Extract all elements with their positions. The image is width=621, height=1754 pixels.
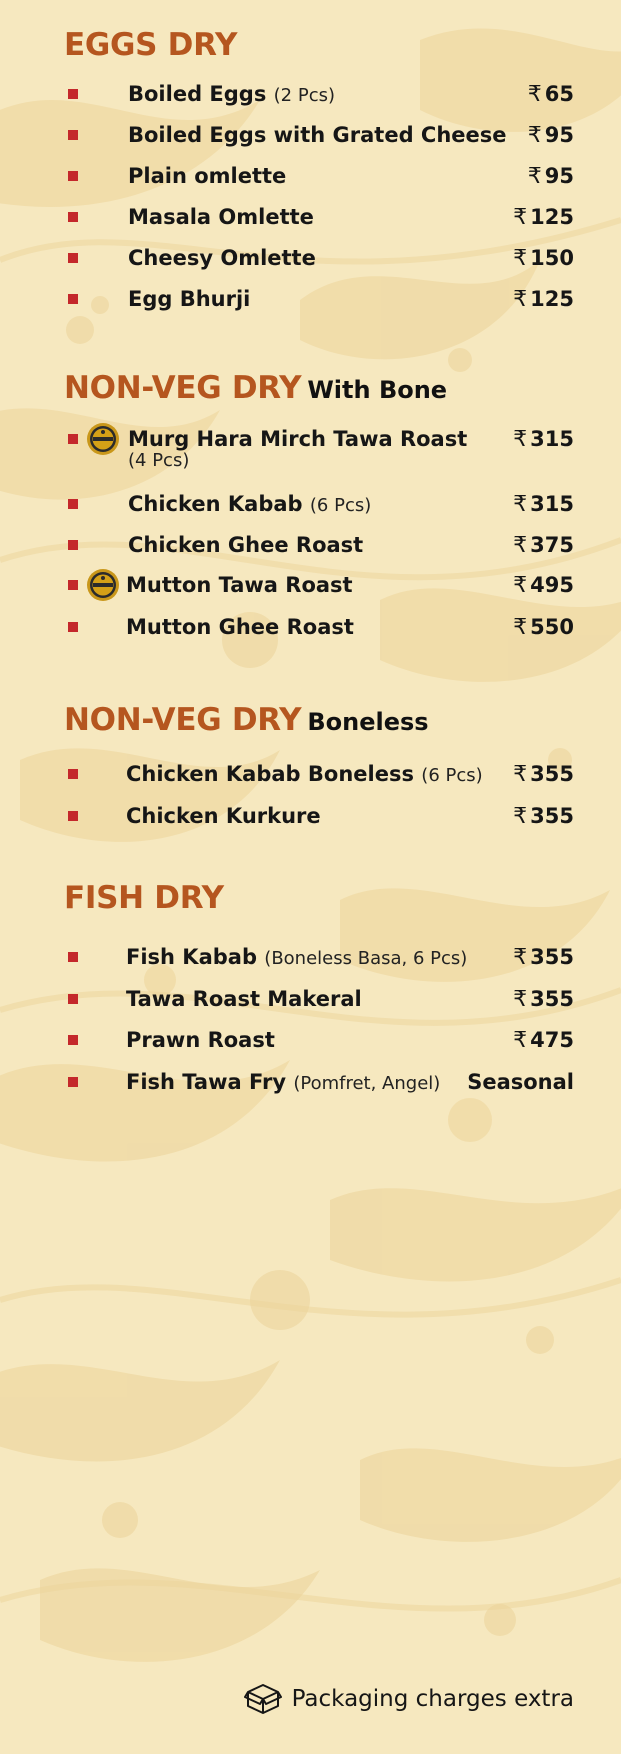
section-title-fish-dry [64, 880, 224, 916]
item-price: ₹ 125 [513, 205, 574, 230]
menu-item [0, 204, 621, 234]
bullet-icon [68, 1077, 78, 1087]
section-title-eggs-dry [64, 27, 237, 63]
rupee-icon: ₹ [527, 164, 542, 189]
rupee-icon: ₹ [513, 1028, 528, 1053]
rupee-icon: ₹ [513, 533, 528, 558]
item-price: ₹ 125 [513, 287, 574, 312]
section-title-nonveg-boneless [64, 702, 429, 738]
rupee-icon: ₹ [527, 123, 542, 148]
menu-item [0, 1027, 621, 1057]
bullet-icon [68, 130, 78, 140]
rupee-icon: ₹ [513, 287, 528, 312]
menu-item [0, 803, 621, 833]
menu-item [0, 491, 621, 521]
bullet-icon [68, 434, 78, 444]
item-name: Fish Kabab (Boneless Basa, 6 Pcs) [126, 945, 468, 969]
item-price: ₹ 495 [513, 573, 574, 598]
section-title-main: FISH DRY [64, 880, 224, 916]
rupee-icon: ₹ [513, 205, 528, 230]
menu-item [0, 286, 621, 316]
item-name: Mutton Ghee Roast [126, 615, 354, 639]
section-title-nonveg-with-bone [64, 370, 447, 406]
menu-item [0, 761, 621, 791]
item-price: ₹ 95 [527, 164, 574, 189]
packaging-note [244, 1681, 574, 1717]
bullet-icon [68, 952, 78, 962]
rupee-icon: ₹ [513, 615, 528, 640]
item-price: ₹ 475 [513, 1028, 574, 1053]
bullet-icon [68, 622, 78, 632]
menu-item [0, 532, 621, 562]
item-name: Masala Omlette [128, 205, 314, 229]
bullet-icon [68, 580, 78, 590]
rupee-icon: ₹ [513, 246, 528, 271]
item-name: Boiled Eggs with Grated Cheese [128, 123, 507, 147]
menu-item [0, 944, 621, 974]
menu-item [0, 986, 621, 1016]
bullet-icon [68, 171, 78, 181]
bullet-icon [68, 769, 78, 779]
bullet-icon [68, 811, 78, 821]
item-price: ₹ 550 [513, 615, 574, 640]
item-price: ₹ 150 [513, 246, 574, 271]
item-price-seasonal: Seasonal [467, 1070, 574, 1094]
item-name: Chicken Ghee Roast [128, 533, 364, 557]
menu-item [0, 614, 621, 644]
item-price: ₹ 375 [513, 533, 574, 558]
item-name: Plain omlette [128, 164, 287, 188]
item-name: Cheesy Omlette [128, 246, 316, 270]
bullet-icon [68, 1035, 78, 1045]
menu-item [0, 163, 621, 193]
menu-item [0, 81, 621, 111]
item-name: Chicken Kurkure [126, 804, 321, 828]
item-price: ₹ 355 [513, 762, 574, 787]
item-name: Tawa Roast Makeral [126, 987, 362, 1011]
bullet-icon [68, 212, 78, 222]
item-name: Murg Hara Mirch Tawa Roast [128, 427, 468, 451]
item-note: (4 Pcs) [128, 450, 190, 471]
item-price: ₹ 95 [527, 123, 574, 148]
item-price: ₹ 355 [513, 945, 574, 970]
packaging-note-text: Packaging charges extra [291, 1686, 574, 1712]
bullet-icon [68, 540, 78, 550]
item-name: Mutton Tawa Roast [126, 573, 353, 597]
bullet-icon [68, 253, 78, 263]
item-name: Prawn Roast [126, 1028, 275, 1052]
rupee-icon: ₹ [513, 427, 528, 452]
section-title-sub: With Bone [307, 376, 448, 404]
item-name: Boiled Eggs (2 Pcs) [128, 82, 335, 106]
item-name: Egg Bhurji [128, 287, 251, 311]
item-price: ₹ 315 [513, 427, 574, 452]
special-badge-icon [86, 422, 120, 456]
bullet-icon [68, 499, 78, 509]
menu-item [0, 122, 621, 152]
menu-item [0, 245, 621, 275]
item-name: Chicken Kabab (6 Pcs) [128, 492, 372, 516]
section-title-sub: Boneless [307, 708, 429, 736]
section-title-main: EGGS DRY [64, 27, 238, 63]
item-price: ₹ 315 [513, 492, 574, 517]
item-name: Chicken Kabab Boneless (6 Pcs) [126, 762, 483, 786]
bullet-icon [68, 994, 78, 1004]
special-badge-icon [86, 568, 120, 602]
rupee-icon: ₹ [513, 987, 528, 1012]
section-title-main: NON-VEG DRY [64, 702, 302, 738]
rupee-icon: ₹ [527, 82, 542, 107]
menu-item [0, 572, 621, 602]
item-name: Fish Tawa Fry (Pomfret, Angel) [126, 1070, 441, 1094]
bullet-icon [68, 89, 78, 99]
rupee-icon: ₹ [513, 492, 528, 517]
section-title-main: NON-VEG DRY [64, 370, 302, 406]
menu-item [0, 426, 621, 456]
item-price: ₹ 65 [527, 82, 574, 107]
bullet-icon [68, 294, 78, 304]
rupee-icon: ₹ [513, 804, 528, 829]
item-price: ₹ 355 [513, 987, 574, 1012]
menu-item [0, 1069, 621, 1099]
item-price: ₹ 355 [513, 804, 574, 829]
rupee-icon: ₹ [513, 573, 528, 598]
package-box-icon [244, 1682, 282, 1716]
rupee-icon: ₹ [513, 945, 528, 970]
rupee-icon: ₹ [513, 762, 528, 787]
